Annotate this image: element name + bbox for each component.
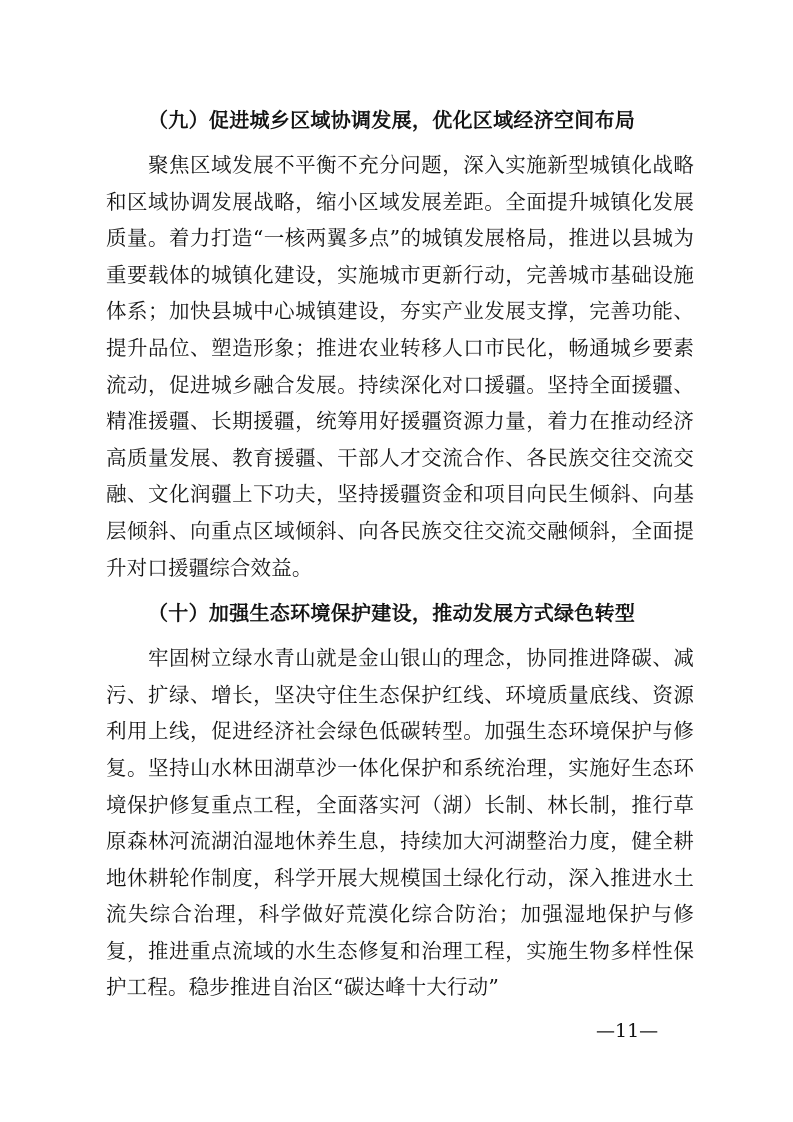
section-10-paragraph: 牢固树立绿水青山就是金山银山的理念，协同推进降碳、减污、扩绿、增长，坚决守住生态保护红线、环境质量底线、资源利用上线，促进经济社会绿色低碳转型。加强生态环境保护与修复。坚持山水林田湖草沙一体化保护和系统治理，实施好生态环境保护修复重点工程，全面落实河（湖）长制、林长制，推行草原森林河流湖泊湿地休养生息，持续加大河湖整治力度，健全耕地休耕轮作制度，科学开展大规模国土绿化行动，深入推进水土流失综合治理，科学做好荒漠化综合防治；加强湿地保护与修复，推进重点流域的水生态修复和治理工程，实施生物多样性保护工程。稳步推进自治区“碳达峰十大行动” — [106, 646, 694, 1000]
section-9-heading: （九）促进城乡区域协调发展，优化区域经济空间布局 — [148, 108, 636, 132]
section-9-paragraph: 聚焦区域发展不平衡不充分问题，深入实施新型城镇化战略和区域协调发展战略，缩小区域发展差距。全面提升城镇化发展质量。着力打造“一核两翼多点”的城镇发展格局，推进以县城为重要载体的城镇化建设，实施城市更新行动，完善城市基础设施体系；加快县城中心城镇建设，夯实产业发展支撑，完善功能、提升品位、塑造形象；推进农业转移人口市民化，畅通城乡要素流动，促进城乡融合发展。持续深化对口援疆。坚持全面援疆、精准援疆、长期援疆，统筹用好援疆资源力量，着力在推动经济高质量发展、教育援疆、干部人才交流合作、各民族交往交流交融、文化润疆上下功夫，坚持援疆资金和项目向民生倾斜、向基层倾斜、向重点区域倾斜、向各民族交往交流交融倾斜，全面提升对口援疆综合效益。 — [106, 153, 694, 580]
document-page — [106, 93, 694, 1006]
section-10-heading: （十）加强生态环境保护建设，推动发展方式绿色转型 — [148, 601, 636, 626]
page-number: —11— — [596, 1020, 659, 1042]
